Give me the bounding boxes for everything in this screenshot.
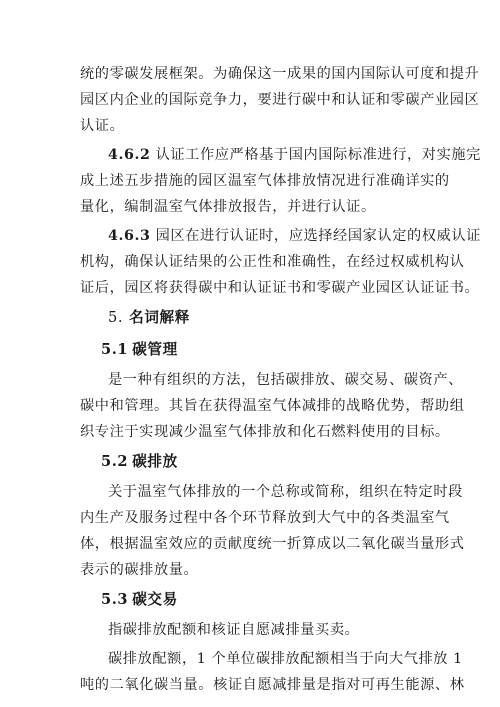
clause-number: 4.6.3 xyxy=(108,228,151,244)
section-heading-5 xyxy=(80,304,420,331)
text-line: 表示的碳排放量。 xyxy=(80,562,199,578)
text-line: 指碳排放配额和核证自愿减排量买卖。 xyxy=(108,622,360,638)
text-fragment: 认证工作应严格基于国内国际标准进行，对实施完 xyxy=(150,147,481,163)
paragraph-5-3-a xyxy=(80,617,420,643)
text-line: 织专注于实现减少温室气体排放和化石燃料使用的目标。 xyxy=(80,424,450,440)
subsection-number: 5.3 xyxy=(101,591,129,608)
paragraph-4-6-3 xyxy=(80,223,481,301)
text-fragment: 园区在进行认证时，应选择经国家认定的权威认证 xyxy=(150,228,481,244)
paragraph-5-3-b xyxy=(80,646,465,698)
text-line: 成上述五步措施的园区温室气体排放情况进行准确详实的 xyxy=(80,173,450,189)
clause-number: 4.6.2 xyxy=(108,147,151,163)
text-line: 关于温室气体排放的一个总称或简称，组织在特定时段 xyxy=(108,484,463,500)
text-line: 证后，园区将获得碳中和认证证书和零碳产业园区认证证书。 xyxy=(80,280,480,296)
paragraph-4-6-2 xyxy=(80,142,481,220)
text-line: 碳中和管理。其旨在获得温室气体减排的战略优势，帮助组 xyxy=(80,398,465,414)
text-line: 吨的二氧化碳当量。核证自愿减排量是指对可再生能源、林 xyxy=(80,677,465,693)
subsection-number: 5.1 xyxy=(101,341,129,358)
text-line: 量化，编制温室气体排放报告，并进行认证。 xyxy=(80,199,376,215)
subsection-title: 碳管理 xyxy=(132,341,178,358)
subsection-title: 碳排放 xyxy=(132,453,178,470)
document-body xyxy=(80,61,481,701)
section-title: 名词解释 xyxy=(129,309,190,326)
text-line: 统的零碳发展框架。为确保这一成果的国内国际认可度和提升 xyxy=(80,66,480,82)
text-line xyxy=(80,142,481,168)
subsection-heading-5-2 xyxy=(80,448,420,475)
paragraph-5-1 xyxy=(80,367,465,445)
section-number: 5. xyxy=(108,309,124,326)
text-line: 认证。 xyxy=(80,118,125,134)
text-line: 碳排放配额，1 个单位碳排放配额相当于向大气排放 1 xyxy=(108,651,463,667)
text-line: 园区内企业的国际竞争力，要进行碳中和认证和零碳产业园区 xyxy=(80,92,480,108)
text-line xyxy=(80,223,481,249)
subsection-heading-5-3 xyxy=(80,586,420,613)
paragraph-5-2 xyxy=(80,479,465,583)
text-line: 是一种有组织的方法，包括碳排放、碳交易、碳资产、 xyxy=(108,372,463,388)
subsection-heading-5-1 xyxy=(80,336,420,363)
text-line: 机构，确保认证结果的公正性和准确性，在经过权威机构认 xyxy=(80,254,465,270)
subsection-title: 碳交易 xyxy=(132,591,178,608)
paragraph-4-6-1-continued xyxy=(80,61,480,139)
subsection-number: 5.2 xyxy=(101,453,129,470)
text-line: 体，根据温室效应的贡献度统一折算成以二氧化碳当量形式 xyxy=(80,536,465,552)
text-line: 内生产及服务过程中各个环节释放到大气中的各类温室气 xyxy=(80,510,450,526)
